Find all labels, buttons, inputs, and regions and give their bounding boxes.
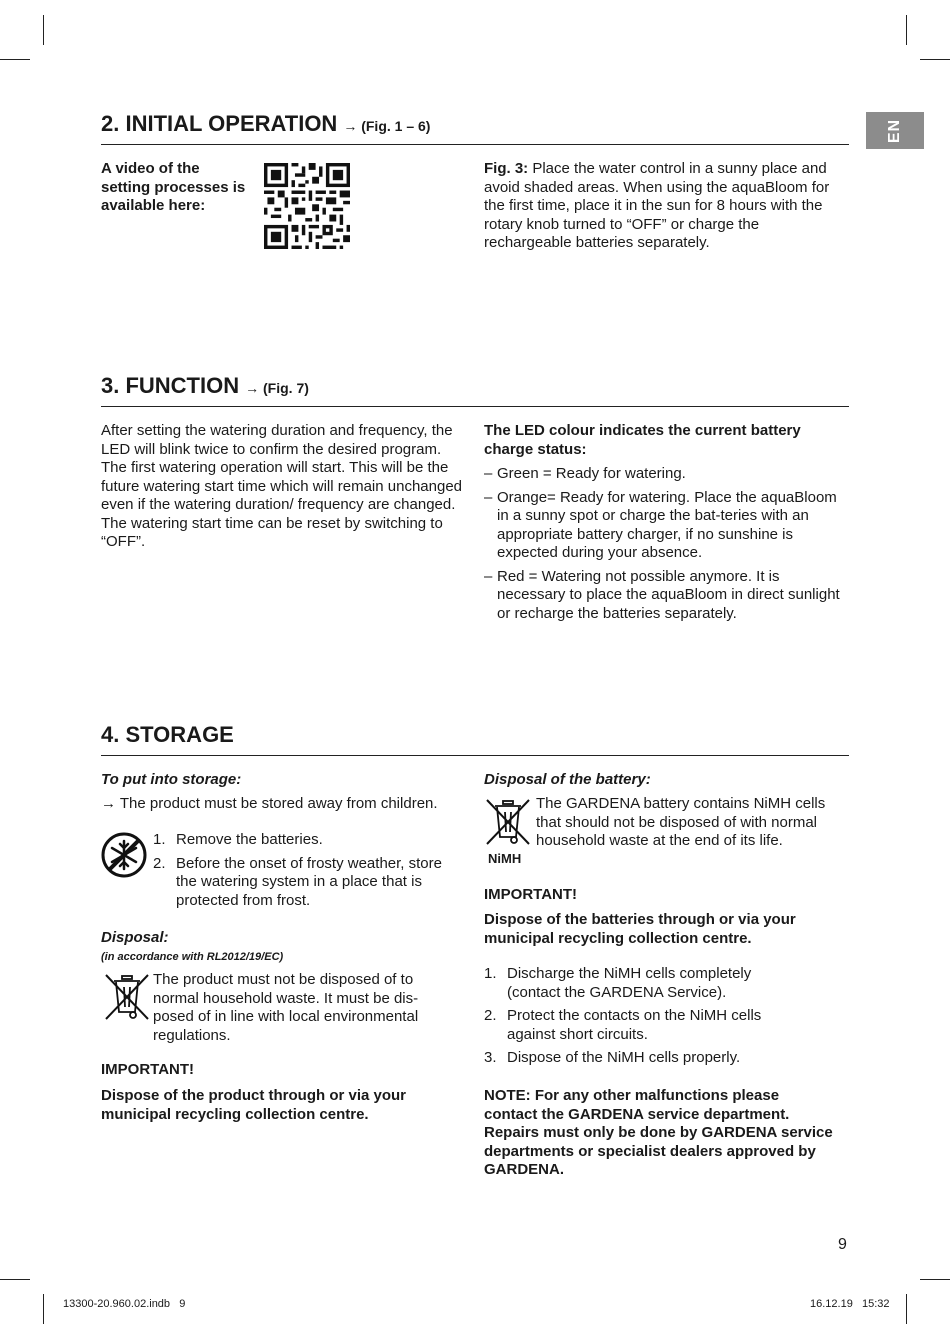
language-label: EN (886, 118, 903, 143)
figure-reference: → (Fig. 1 – 6) (343, 118, 431, 134)
battery-steps (484, 965, 784, 1073)
fig3-label: Fig. 3: (484, 160, 529, 177)
figure-reference: → (Fig. 7) (245, 380, 309, 396)
no-frost-icon (100, 831, 148, 879)
battery-important-text: Dispose of the batteries through or via your municipal recycling collection centre. (484, 911, 796, 947)
important-label: IMPORTANT! (101, 1061, 195, 1078)
page-number: 9 (838, 1236, 847, 1253)
section-divider (101, 144, 849, 145)
crop-mark (906, 1294, 907, 1324)
list-item: – Green = Ready for watering. (484, 465, 844, 484)
list-item: 1. Discharge the NiMH cells completely (contact the GARDENA Service). (484, 965, 752, 1001)
fig3-text: Place the water control in a sunny place and avoid shaded areas. When using the aquaBloom for the first time, place it in the sun for 8 hours with the rotary knob turned to “OFF” or charge the rechargeable batteries separately. (484, 160, 830, 251)
section-title-storage (101, 722, 234, 748)
nimh-label: NiMH (488, 851, 522, 866)
crop-mark (0, 1279, 30, 1280)
crop-mark (906, 15, 907, 45)
fig3-paragraph (484, 160, 834, 253)
service-note: NOTE: For any other malfunctions please contact the GARDENA service department. Repairs must only be done by GARDENA service departments or specialist dealers approved by GARDENA. (484, 1087, 833, 1178)
list-item: 1. Remove the batteries. (153, 831, 323, 848)
section-title-text: 3. FUNCTION (101, 373, 240, 398)
section-divider (101, 755, 849, 756)
print-date-time: 16.12.19 15:32 (810, 1298, 890, 1310)
important-text: Dispose of the product through or via your municipal recycling collection centre. (101, 1087, 407, 1123)
battery-important-label: IMPORTANT! (484, 886, 578, 903)
led-status-block (484, 422, 844, 628)
section-title-initial-operation (101, 111, 430, 139)
battery-disposal-heading: Disposal of the battery: (484, 771, 651, 788)
list-item: – Orange= Ready for watering. Place the aquaBloom in a sunny spot or charge the bat-teries with an appropriate battery charger, if no sunshine is expected during your absence. (484, 489, 844, 563)
crossed-bin-icon (103, 972, 151, 1022)
qr-code-icon[interactable] (264, 163, 350, 249)
led-status-list (484, 465, 844, 623)
language-tab (866, 112, 924, 149)
list-item: 2. Before the onset of frosty weather, store the watering system in a place that is protected from frost. (153, 854, 442, 909)
crop-mark (43, 1294, 44, 1324)
section-title-text: 2. INITIAL OPERATION (101, 111, 338, 136)
function-body-text: After setting the watering duration and frequency, the LED will blink twice to confirm the desired program. The first watering operation will start. This will be the future watering start time which will remain unchanged even if the watering duration/ frequency are changed. The watering start time can be reset by switching to “OFF”. (101, 422, 463, 550)
list-item: 2. Protect the contacts on the NiMH cells against short circuits. (484, 1007, 762, 1043)
storage-heading: To put into storage: (101, 771, 242, 788)
led-status-heading: The LED colour indicates the current battery charge status: (484, 422, 801, 458)
video-info-text: A video of the setting processes is available here: (101, 160, 246, 214)
list-item: 3. Dispose of the NiMH cells properly. (484, 1049, 741, 1066)
crop-mark (920, 59, 950, 60)
disposal-directive: (in accordance with RL2012/19/EC) (101, 951, 284, 963)
list-item: – Red = Watering not possible anymore. It is necessary to place the aquaBloom in direct sunlight or recharge the batteries separately. (484, 568, 844, 624)
crossed-bin-icon (484, 797, 532, 847)
crop-mark (43, 15, 44, 45)
section-title-function (101, 373, 309, 401)
storage-note: → The product must be stored away from children. (101, 795, 438, 812)
battery-disposal-text: The GARDENA battery contains NiMH cells that should not be disposed of with normal household waste at the end of its life. (536, 795, 826, 849)
section-title-text: 4. STORAGE (101, 722, 234, 747)
crop-mark (0, 59, 30, 60)
crop-mark (920, 1279, 950, 1280)
disposal-text: The product must not be disposed of to normal household waste. It must be dis-posed of in line with local environmental regulations. (153, 971, 419, 1044)
file-info: 13300-20.960.02.indb 9 (63, 1298, 186, 1310)
storage-steps (153, 831, 443, 915)
disposal-heading: Disposal: (101, 929, 169, 946)
section-divider (101, 406, 849, 407)
